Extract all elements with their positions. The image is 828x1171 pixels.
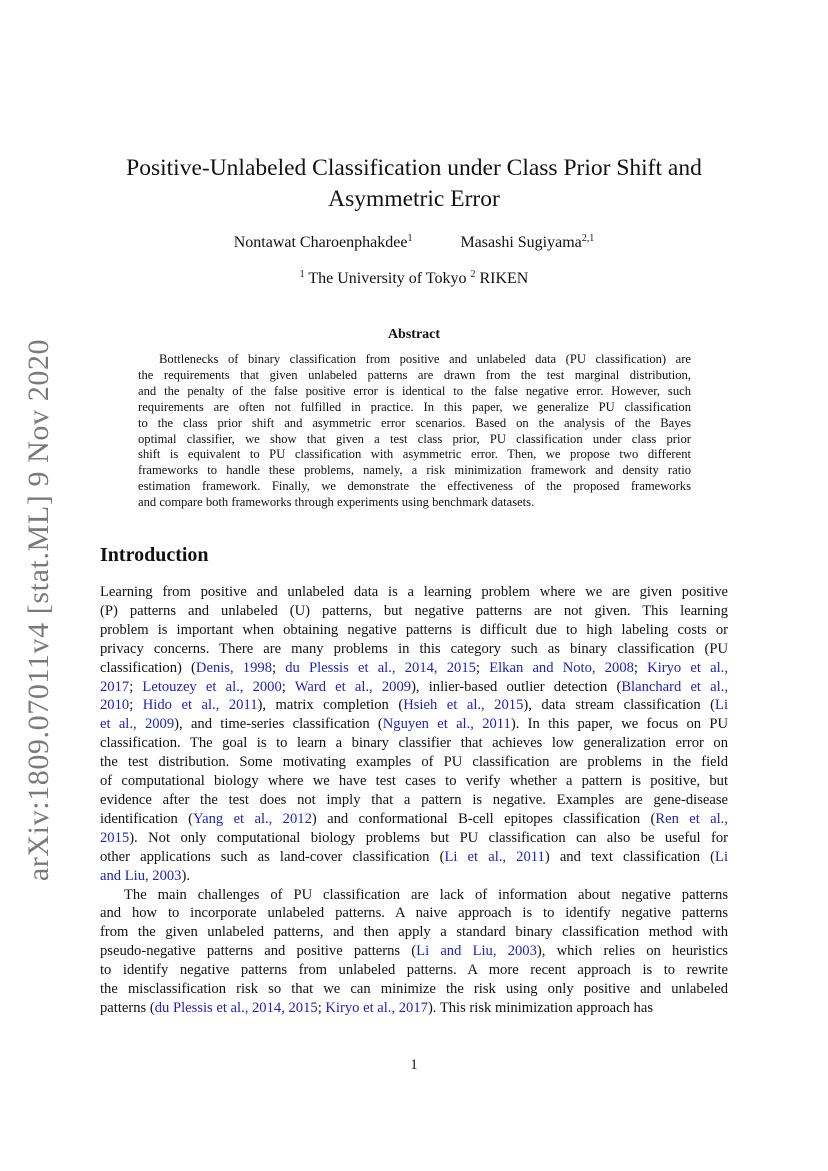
citation-link[interactable]: 2010 — [100, 697, 130, 714]
citation-link[interactable]: Hsieh et al., 2015 — [403, 697, 524, 714]
title-line-1: Positive-Unlabeled Classification under Class Prior Shift and — [126, 155, 702, 181]
citation-link[interactable]: Kiryo et al., 2017 — [325, 999, 428, 1016]
intro-line — [100, 923, 728, 942]
section-heading-introduction: Introduction — [100, 544, 209, 566]
intro-line — [100, 583, 728, 602]
intro-line — [100, 810, 728, 829]
intro-text: ), data stream classification ( — [523, 697, 716, 714]
intro-text: other applications such as land-cover classification ( — [100, 848, 445, 865]
author-name: Masashi Sugiyama — [460, 234, 582, 251]
intro-text: ; — [281, 678, 295, 695]
intro-text: ; — [317, 999, 326, 1016]
abstract-line: estimation framework. Finally, we demonstrate the effectiveness of the proposed frameworks — [138, 479, 691, 494]
intro-text: classification. The goal is to learn a binary classifier that achieves low generalization error on — [100, 735, 728, 752]
intro-text: identification ( — [100, 810, 194, 827]
citation-link[interactable]: Ren et al., — [655, 810, 728, 827]
intro-line — [100, 734, 728, 753]
intro-text: ), and time-series classification ( — [174, 716, 383, 733]
intro-text: problem is important when obtaining negative patterns is difficult due to high labeling costs or — [100, 621, 728, 638]
affil-institution-2: RIKEN — [479, 270, 529, 287]
intro-line — [100, 696, 728, 715]
intro-line — [100, 602, 728, 621]
intro-text: and how to incorporate unlabeled patterns. A naive approach is to identify negative patterns — [100, 905, 728, 922]
intro-text: the test distribution. Some motivating examples of PU classification are problems in the field — [100, 754, 728, 771]
intro-text: ), inlier-based outlier detection ( — [411, 678, 622, 695]
abstract-line: Bottlenecks of binary classification from positive and unlabeled data (PU classification) are — [159, 352, 691, 366]
intro-line — [100, 904, 728, 923]
intro-text: ) and text classification ( — [544, 848, 716, 865]
citation-link[interactable]: and Liu, 2003 — [100, 867, 182, 884]
intro-line — [100, 753, 728, 772]
intro-line — [100, 867, 728, 886]
citation-link[interactable]: et al., 2009 — [100, 716, 175, 733]
intro-text: ). This risk minimization approach has — [427, 999, 654, 1016]
intro-line — [100, 961, 728, 980]
abstract-line: frameworks to handle these problems, namely, a risk minimization framework and density ratio — [138, 463, 691, 478]
author-name: Nontawat Charoenphakdee — [233, 234, 408, 251]
citation-link[interactable]: Nguyen et al., 2011 — [382, 716, 511, 733]
intro-text: ). In this paper, we focus on PU — [510, 716, 728, 733]
citation-link[interactable]: Blanchard et al., — [621, 678, 728, 695]
intro-text: ) and conformational B-cell epitopes classification ( — [311, 810, 656, 827]
abstract-line: requirements are often not fulfilled in practice. In this paper, we generalize PU classification — [138, 399, 691, 414]
intro-line — [100, 886, 728, 905]
page-number: 1 — [410, 1057, 418, 1073]
intro-text: ; — [129, 697, 143, 714]
intro-text: ; — [129, 678, 143, 695]
introduction-body — [100, 583, 728, 1018]
intro-text: Learning from positive and unlabeled data is a learning problem where we are given positive — [100, 584, 728, 600]
citation-link[interactable]: 2017 — [100, 678, 130, 695]
intro-text: ). — [181, 867, 190, 884]
intro-line — [100, 772, 728, 791]
intro-text: patterns ( — [100, 999, 155, 1016]
intro-text: the misclassification risk so that we can minimize the risk using only positive and unlabeled — [100, 981, 728, 998]
intro-line — [100, 848, 728, 867]
citation-link[interactable]: Letouzey et al., 2000 — [142, 678, 282, 695]
intro-line — [100, 980, 728, 999]
citation-link[interactable]: Li and Liu, 2003 — [416, 943, 537, 960]
citation-link[interactable]: Hido et al., 2011 — [142, 697, 258, 714]
citation-link[interactable]: 2015 — [100, 829, 130, 846]
intro-text: of computational biology where we have test cases to verify whether a pattern is positive, but — [100, 773, 728, 790]
intro-line — [100, 640, 728, 659]
author-1 — [234, 233, 413, 252]
abstract-line: and the penalty of the false positive error is identical to the false negative error. However, such — [138, 383, 691, 398]
intro-text: ), matrix completion ( — [257, 697, 404, 714]
intro-line — [100, 659, 728, 678]
affil-mark-2: 2 — [470, 269, 476, 280]
intro-line — [100, 829, 728, 848]
arxiv-identifier-text: arXiv:1809.07011v4 [stat.ML] 9 Nov 2020 — [22, 338, 56, 882]
arxiv-identifier-stamp — [19, 338, 59, 882]
abstract-line: to the class prior shift and asymmetric error scenarios. Based on the analysis of the Bayes — [138, 415, 691, 430]
intro-text: ). Not only computational biology problems but PU classification can also be useful for — [129, 829, 728, 846]
affil-institution-1: The University of Tokyo — [308, 270, 467, 287]
affil-mark-1: 1 — [299, 269, 305, 280]
abstract-heading: Abstract — [387, 327, 441, 342]
intro-line — [100, 999, 728, 1018]
title-line-2: Asymmetric Error — [328, 186, 500, 212]
citation-link[interactable]: Li et al., 2011 — [444, 848, 545, 865]
citation-link[interactable]: Yang et al., 2012 — [193, 810, 312, 827]
citation-link[interactable]: Ward et al., 2009 — [294, 678, 412, 695]
intro-line — [100, 621, 728, 640]
intro-text: from the given unlabeled patterns, and then apply a standard binary classification method with — [100, 924, 728, 941]
citation-link[interactable]: Elkan and Noto, 2008 — [489, 659, 634, 676]
paper-title — [100, 153, 728, 215]
intro-text: to identify negative patterns from unlabeled patterns. A more recent approach is to rewrite — [100, 962, 728, 979]
intro-line — [100, 791, 728, 810]
author-affil-mark: 1 — [407, 233, 413, 244]
intro-line — [100, 942, 728, 961]
abstract-line: optimal classifier, we show that given a test class prior, PU classification under class prior — [138, 431, 691, 446]
intro-text: ), which relies on heuristics — [536, 943, 728, 960]
abstract-line: shift is equivalent to PU classification with asymmetric error. Then, we propose two different — [138, 447, 691, 462]
author-2 — [460, 233, 594, 252]
affiliations — [100, 269, 728, 288]
intro-text: privacy concerns. There are many problems in this category such as binary classification (PU — [100, 640, 728, 657]
author-affil-mark: 2,1 — [581, 233, 595, 244]
intro-text: ; — [633, 659, 648, 676]
abstract-body — [138, 352, 691, 511]
citation-link[interactable]: du Plessis et al., 2014, 2015 — [285, 659, 476, 676]
intro-text: ; — [272, 659, 286, 676]
abstract-line: the requirements that given unlabeled patterns are drawn from the test marginal distribution, — [138, 367, 691, 382]
intro-text: pseudo-negative patterns and positive patterns ( — [100, 943, 417, 960]
abstract-line: and compare both frameworks through experiments using benchmark datasets. — [138, 495, 535, 510]
intro-line — [100, 715, 728, 734]
intro-text: (P) patterns and unlabeled (U) patterns, but negative patterns are not given. This learning — [100, 602, 728, 619]
author-list — [100, 233, 728, 252]
citation-link[interactable]: Denis, 1998 — [195, 659, 272, 676]
citation-link[interactable]: Li — [715, 848, 729, 865]
citation-link[interactable]: Kiryo et al., — [647, 659, 728, 676]
intro-text: ; — [475, 659, 490, 676]
citation-link[interactable]: Li — [715, 697, 729, 714]
citation-link[interactable]: du Plessis et al., 2014, 2015 — [154, 999, 318, 1016]
intro-text: evidence after the test does not imply that a pattern is negative. Examples are gene-disease — [100, 791, 728, 808]
intro-text: The main challenges of PU classification are lack of information about negative patterns — [124, 886, 728, 903]
intro-text: classification) ( — [100, 659, 196, 676]
intro-line — [100, 678, 728, 697]
